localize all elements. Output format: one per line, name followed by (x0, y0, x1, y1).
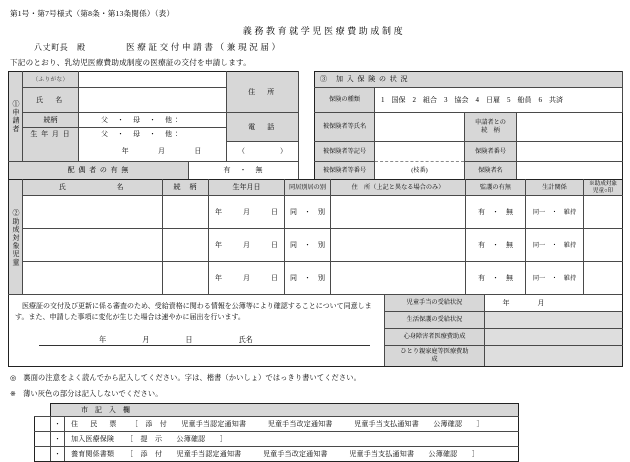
status-label-1: 児童手当の受給状況 (385, 295, 485, 312)
children-section-label: ②助成対象児童 (9, 180, 23, 295)
spouse-label: 配 偶 者 の 有 無 (9, 162, 189, 180)
col-header-livelihood: 生計関係 (526, 180, 584, 196)
addressee-row (8, 41, 622, 53)
consent-row-1 (9, 295, 623, 312)
child-name-3[interactable] (23, 262, 163, 295)
addressee: 八丈町長 殿 (34, 43, 86, 52)
insured-symbol-label: 被保険者等記号 (315, 141, 375, 162)
row-furigana (9, 72, 623, 88)
col-header-birth: 生年月日 (209, 180, 285, 196)
form-title-main: 義務教育就学児医療費助成制度 (242, 26, 406, 36)
child-livelihood-1[interactable]: 同一 ・ 維持 (526, 196, 584, 229)
child-birth-1[interactable]: 年 月 日 (209, 196, 285, 229)
office-text-3[interactable] (65, 447, 519, 462)
insured-number-label: 被保険者等番号 (315, 162, 375, 180)
relation-label: 続柄 (23, 113, 79, 128)
status-value-2 (485, 312, 623, 329)
children-header-row (9, 180, 623, 196)
child-name-1[interactable] (23, 196, 163, 229)
birth-label: 生 年 月 日 (23, 128, 79, 142)
insured-symbol-input[interactable] (375, 141, 465, 162)
status-value-3 (485, 329, 623, 346)
child-address-3[interactable] (331, 262, 466, 295)
child-row-1 (9, 196, 623, 229)
relation-options[interactable]: 父 ・ 母 ・ 他： (79, 113, 227, 128)
child-relation-2[interactable] (163, 229, 209, 262)
insurer-name-input[interactable] (517, 162, 623, 180)
child-mark-1[interactable] (584, 196, 623, 229)
notes-block (8, 373, 622, 399)
consent-block (9, 295, 385, 367)
applicant-insurance-table (8, 71, 623, 180)
office-body-2: ［ 提 示 公簿確認 ］ (126, 434, 227, 443)
status-value-4 (485, 346, 623, 367)
office-bullet-1: ・ (51, 417, 65, 432)
office-bullet-2: ・ (51, 432, 65, 447)
phone-input[interactable]: （ ） (227, 141, 299, 162)
insured-number-input[interactable]: (枝番) (375, 162, 465, 180)
office-spacer (35, 404, 51, 417)
child-relation-3[interactable] (163, 262, 209, 295)
insurer-no-label: 保険者番号 (465, 141, 517, 162)
birth-input[interactable]: 年 月 日 (79, 141, 227, 162)
consent-status-table (8, 294, 623, 367)
office-row-2 (35, 432, 519, 447)
col-header-mark: ※助成対象 児童○印 (584, 180, 623, 196)
office-text-1[interactable] (65, 417, 519, 432)
insurance-type-options[interactable]: 1 国保 2 組合 3 協会 4 日雇 5 船員 6 共済 (375, 88, 623, 113)
note-1 (10, 373, 622, 383)
office-use-table (34, 403, 519, 462)
col-header-name: 氏 名 (23, 180, 163, 196)
child-name-2[interactable] (23, 229, 163, 262)
spouse-options[interactable]: 有 ・ 無 (189, 162, 299, 180)
children-table (8, 179, 623, 295)
consent-signature-line[interactable]: 年 月 日 氏名 (39, 332, 370, 346)
lead-sentence: 下記のとおり、乳幼児医療費助成制度の医療証の交付を申請します。 (10, 58, 251, 67)
office-body-3: ［ 添 付 児童手当認定通知書 児童手当改定通知書 児童手当支払通知書 公簿確認 ］ (126, 449, 479, 458)
insured-name-label: 被保険者等氏名 (315, 113, 375, 142)
status-label-3: 心身障害者医療費助成 (385, 329, 485, 346)
insurance-type-label: 保険の種類 (315, 88, 375, 113)
office-title-cell: 市 記 入 欄 (51, 404, 519, 417)
name-label: 氏 名 (23, 88, 79, 113)
relation-other-input[interactable]: 父 ・ 母 ・ 他： (79, 128, 227, 142)
insured-relation-input[interactable] (517, 113, 623, 142)
name-input[interactable] (79, 88, 227, 113)
child-address-1[interactable] (331, 196, 466, 229)
office-row-3 (35, 447, 519, 462)
status-label-2: 生活保護の受給状況 (385, 312, 485, 329)
col-header-address: 住 所（上記と異なる場合のみ） (331, 180, 466, 196)
child-mark-2[interactable] (584, 229, 623, 262)
form-number: 第1号・第7号様式（第8条・第13条関係）（表） (10, 9, 175, 18)
insurer-no-input[interactable] (517, 141, 623, 162)
insurer-name-label: 保険者名 (465, 162, 517, 180)
office-label-3: 養育関係書類 (71, 449, 115, 458)
address-label: 住 所 (227, 72, 299, 113)
child-row-2 (9, 229, 623, 262)
birth-label-spacer (23, 141, 79, 162)
child-row-3 (9, 262, 623, 295)
consent-text: 医療証の交付及び更新に係る審査のため、受給資格に関わる情報を公簿等により確認することについて同意します。また、申請した事項に変化が生じた場合は速やかに届出を行います。 (15, 302, 372, 321)
status-label-4: ひとり親家庭等医療費助 成 (385, 346, 485, 367)
office-body-1: ［ 添 付 児童手当認定通知書 児童手当改定通知書 児童手当支払通知書 公簿確認 ］ (130, 419, 484, 428)
child-mark-3[interactable] (584, 262, 623, 295)
office-check-3[interactable] (35, 447, 51, 462)
child-custody-3[interactable]: 有 ・ 無 (466, 262, 526, 295)
child-livelihood-2[interactable]: 同一 ・ 維持 (526, 229, 584, 262)
child-cohabit-2[interactable]: 同 ・ 別 (285, 229, 331, 262)
insured-relation-label: 申請者との 続 柄 (465, 113, 517, 142)
row-birth-input (9, 141, 623, 162)
furigana-label: （ふりがな） (23, 72, 79, 88)
applicant-section-label: ①申請者 (9, 72, 23, 162)
office-row-1 (35, 417, 519, 432)
office-label-2: 加入医療保険 (71, 434, 115, 443)
row-relation (9, 113, 623, 128)
child-relation-1[interactable] (163, 196, 209, 229)
office-bullet-3: ・ (51, 447, 65, 462)
row-spouse (9, 162, 623, 180)
row-name (9, 88, 623, 113)
col-header-relation: 続 柄 (163, 180, 209, 196)
insured-name-input[interactable] (375, 113, 465, 142)
insurance-section-title: ③ 加 入 保 険 の 状 況 (315, 72, 623, 88)
note-2-mark: ※ (10, 390, 17, 398)
office-text-2[interactable] (65, 432, 519, 447)
form-title-sub: 医療証交付申請書（兼現況届） (126, 42, 283, 52)
furigana-input[interactable] (79, 72, 227, 88)
child-address-2[interactable] (331, 229, 466, 262)
child-cohabit-1[interactable]: 同 ・ 別 (285, 196, 331, 229)
office-title-row (35, 404, 519, 417)
status-value-1[interactable]: 年 月 (485, 295, 623, 312)
col-header-custody: 監護の有無 (466, 180, 526, 196)
child-custody-2[interactable]: 有 ・ 無 (466, 229, 526, 262)
office-label-1: 住 民 票 (71, 419, 119, 428)
child-birth-2[interactable]: 年 月 日 (209, 229, 285, 262)
note-2 (10, 389, 622, 399)
child-cohabit-3[interactable]: 同 ・ 別 (285, 262, 331, 295)
office-check-2[interactable] (35, 432, 51, 447)
child-livelihood-3[interactable]: 同一 ・ 維持 (526, 262, 584, 295)
note-2-text: 薄い灰色の部分は記入しないでください。 (23, 390, 163, 398)
note-1-text: 裏面の注意をよく読んでから記入してください。字は、楷書（かいしょ）ではっきり書いてください。 (23, 374, 361, 382)
col-header-cohabit: 同居別居の別 (285, 180, 331, 196)
child-custody-1[interactable]: 有 ・ 無 (466, 196, 526, 229)
gutter (299, 72, 315, 180)
phone-label: 電 話 (227, 113, 299, 142)
child-birth-3[interactable]: 年 月 日 (209, 262, 285, 295)
note-1-mark: ◎ (10, 374, 17, 382)
office-check-1[interactable] (35, 417, 51, 432)
